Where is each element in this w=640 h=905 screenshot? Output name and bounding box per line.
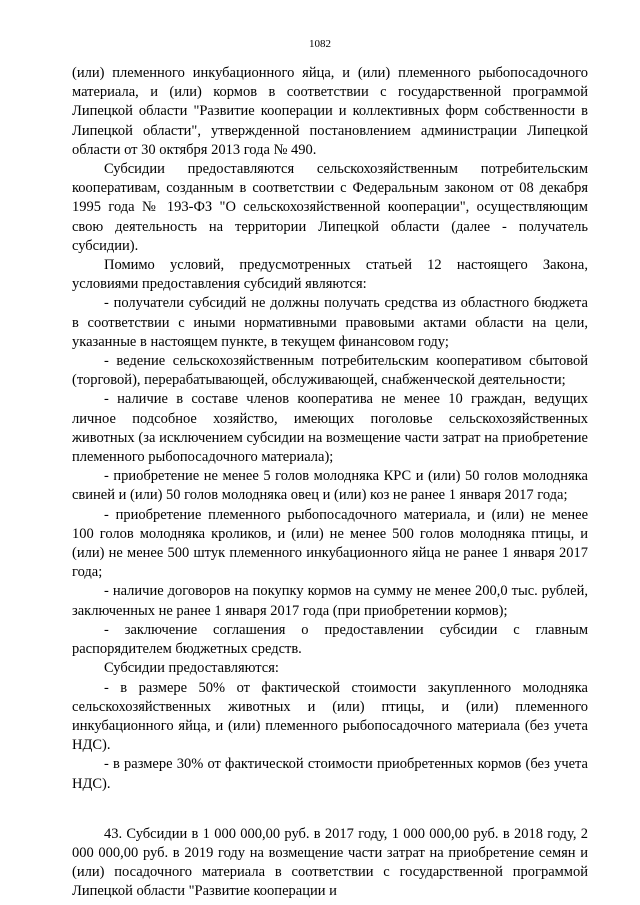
list-item-subsidy-rate: - в размере 30% от фактической стоимости приобретенных кормов (без учета НДС). xyxy=(72,756,588,792)
paragraph-recipients: Субсидии предоставляются сельскохозяйственным потребительским кооперативам, созданным в соответствии с Федеральным законом от 08 декабря 1995 года № 193-ФЗ "О сельскохозяйственной кооперации", осуществляющим свою деятельность на территории Липецкой области (далее - получатель субсидии). xyxy=(72,161,588,254)
paragraph-continuation: (или) племенного инкубационного яйца, и (или) племенного рыбопосадочного материала, и (или) кормов в соответствии с государственной программой Липецкой области "Развитие кооперации и коллективных форм собственности в Липецкой области", утвержденной постановлением администрации Липецкой области от 30 октября 2013 года № 490. xyxy=(72,65,588,158)
paragraph-subsidy-terms-intro: Субсидии предоставляются: xyxy=(104,660,279,677)
page-number: 1082 xyxy=(309,38,331,50)
list-item-condition: - приобретение не менее 5 голов молодняка КРС и (или) 50 голов молодняка свиней и (или) 50 голов молодняка овец и (или) коз не ранее 1 января 2017 года; xyxy=(72,468,588,504)
list-item-condition: - наличие договоров на покупку кормов на сумму не менее 200,0 тыс. рублей, заключенных не ранее 1 января 2017 года (при приобретении кормов); xyxy=(72,583,588,619)
list-item-condition: - приобретение племенного рыбопосадочного материала, и (или) не менее 100 голов молодняка кроликов, и (или) не менее 500 голов молодняка птицы, и (или) не менее 500 штук племенного инкубационного яйца не ранее 1 января 2017 года; xyxy=(72,506,588,581)
list-item-condition: - заключение соглашения о предоставлении субсидии с главным распорядителем бюджетных средств. xyxy=(72,621,588,658)
document-body xyxy=(72,64,588,902)
list-item-subsidy-rate: - в размере 50% от фактической стоимости закупленного молодняка сельскохозяйственных животных и (или) птицы, и (или) племенного инкубационного яйца, и (или) племенного рыбопосадочного материала (без учета НДС). xyxy=(72,679,588,754)
list-item-condition: - получатели субсидий не должны получать средства из областного бюджета в соответствии с иными нормативными правовыми актами области на цели, указанные в настоящем пункте, в текущем финансовом году; xyxy=(72,295,588,350)
paragraph-conditions-intro: Помимо условий, предусмотренных статьей 12 настоящего Закона, условиями предоставления субсидий являются: xyxy=(72,257,588,293)
list-item-condition: - ведение сельскохозяйственным потребительским кооперативом сбытовой (торговой), перерабатывающей, обслуживающей, снабженческой деятельности; xyxy=(72,353,588,389)
paragraph-item-43: 43. Субсидии в 1 000 000,00 руб. в 2017 году, 1 000 000,00 руб. в 2018 году, 2 000 000,00 руб. в 2019 году на возмещение части затрат на приобретение семян и (или) посадочного материала в соответствии с государственной программой Липецкой области "Развитие кооперации и xyxy=(72,825,588,900)
list-item-condition: - наличие в составе членов кооператива не менее 10 граждан, ведущих личное подсобное хозяйство, имеющих поголовье сельскохозяйственных животных (за исключением субсидии на возмещение части затрат на приобретение племенного рыбопосадочного материала); xyxy=(72,391,588,466)
